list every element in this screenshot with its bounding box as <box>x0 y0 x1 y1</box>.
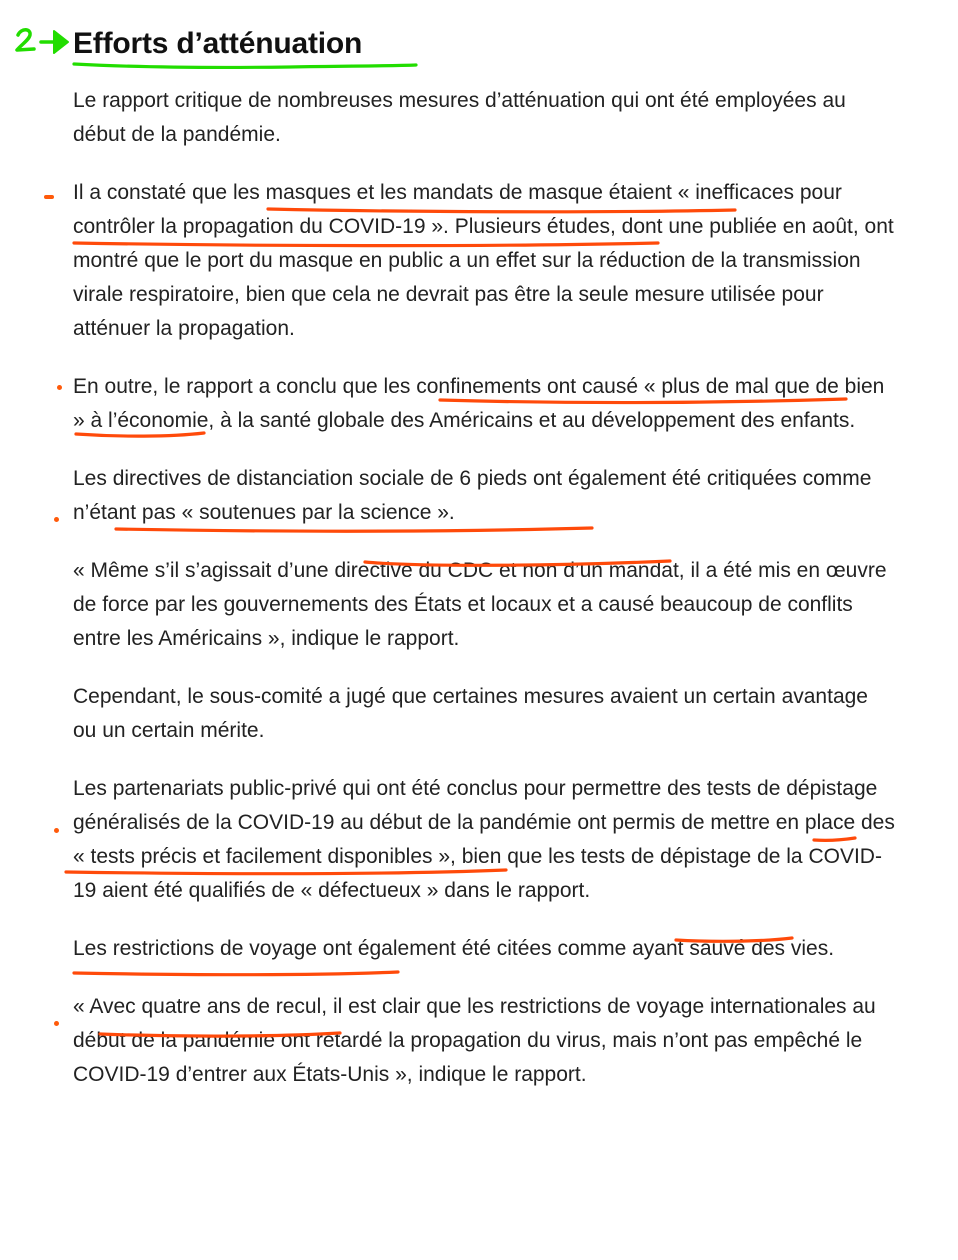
paragraph-travel: Les restrictions de voyage ont également été citées comme ayant sauvé des vies. <box>73 937 835 960</box>
paragraph-testing: Les partenariats public-privé qui ont été conclus pour permettre des tests de dépistage généralisés de la COVID-19 au début de la pandémie ont permis de mettre en place des « tests précis et facilement disponibles », bien que les tests de dépistage de la COVID-19 aient été qualifiés de « défectueux » dans le rapport. <box>73 777 895 902</box>
paragraph-masks: Il a constaté que les masques et les mandats de masque étaient « inefficaces pour contrôler la propagation du COVID-19 ». Plusieurs études, dont une publiée en août, ont montré que le port du masque en public a un effet sur la réduction de la transmission virale respiratoire, bien que cela ne devrait pas être la seule mesure utilisée pour atténuer la propagation. <box>73 181 894 340</box>
green-title-underline <box>70 56 420 72</box>
orange-margin-dot <box>57 385 62 390</box>
page-title: Efforts d’atténuation <box>73 27 363 60</box>
paragraph-cdc-quote: « Même s’il s’agissait d’une directive du CDC et non d’un mandat, il a été mis en œuvre de force par les gouvernements des États et locaux et a causé beaucoup de conflits entre les Américains », indique le rapport. <box>73 559 887 650</box>
paragraph-intro: Le rapport critique de nombreuses mesures d’atténuation qui ont été employées au début de la pandémie. <box>73 89 846 146</box>
green-number-two-arrow-icon <box>14 22 74 58</box>
paragraph-travel-quote: « Avec quatre ans de recul, il est clair que les restrictions de voyage internationales au début de la pandémie ont retardé la propagation du virus, mais n’ont pas empêché le COVID-19 d’entrer aux États-Unis », indique le rapport. <box>73 995 876 1086</box>
orange-margin-dot <box>54 828 59 833</box>
orange-margin-dot <box>54 1021 59 1026</box>
orange-margin-dot <box>54 517 59 522</box>
paragraph-subcommittee: Cependant, le sous-comité a jugé que certaines mesures avaient un certain avantage ou un certain mérite. <box>73 685 868 742</box>
paragraph-lockdowns: En outre, le rapport a conclu que les confinements ont causé « plus de mal que de bien » à l’économie, à la santé globale des Américains et au développement des enfants. <box>73 375 885 432</box>
orange-margin-dash <box>44 195 54 199</box>
article-body <box>73 84 895 1116</box>
paragraph-distancing: Les directives de distanciation sociale de 6 pieds ont également été critiquées comme n’étant pas « soutenues par la science ». <box>73 467 872 524</box>
